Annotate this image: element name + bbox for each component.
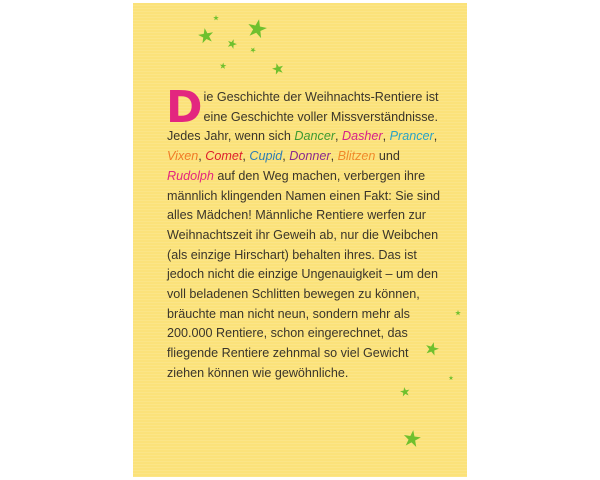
star-icon: [399, 386, 410, 397]
text-segment: ,: [282, 149, 290, 164]
reindeer-comet: Comet: [205, 149, 243, 164]
text-segment: ie Geschichte der Weihnachts-Rentiere ist eine Geschichte voller Missverständnisse. Jedes Jahr, wenn sich: [167, 90, 439, 144]
text-segment: ,: [433, 129, 438, 144]
drop-cap: D: [166, 82, 203, 133]
reindeer-donner: Donner: [289, 149, 331, 164]
reindeer-dasher: Dasher: [342, 129, 383, 144]
text-segment: auf den Weg machen, verbergen ihre männlich klingenden Namen einen Fakt: Sie sind alles Mädchen! Männliche Rentiere werfen zur Weihnachtszeit ihr Geweih ab, nur die Weibchen (als einzige Hirschart) behalten ihres. Das ist jedoch nicht die einzige Ungenauigkeit – um den voll beladenen Schlitten bewegen zu können, bräuchte man nicht neun, sondern mehr als 200.000 Rentiere, schon eingerechnet, das fliegende Rentiere zehnmal so viel Gewicht ziehen können wie gewöhnliche.: [167, 168, 441, 380]
story-paragraph: [166, 82, 449, 384]
star-icon: [246, 17, 268, 39]
reindeer-rudolph: Rudolph: [167, 168, 214, 183]
book-page: [133, 3, 467, 477]
star-icon: [403, 429, 422, 448]
star-icon: [213, 15, 219, 20]
star-icon: [271, 62, 285, 75]
reindeer-cupid: Cupid: [249, 149, 283, 164]
star-icon: [455, 310, 461, 315]
star-icon: [219, 62, 226, 69]
text-segment: und: [375, 149, 400, 164]
reindeer-vixen: Vixen: [167, 149, 199, 164]
text-segment: ,: [382, 129, 390, 144]
reindeer-prancer: Prancer: [389, 129, 434, 144]
text-segment: ,: [330, 149, 338, 164]
star-icon: [197, 27, 214, 44]
reindeer-blitzen: Blitzen: [337, 149, 376, 164]
reindeer-dancer: Dancer: [294, 129, 336, 144]
text-segment: ,: [198, 149, 206, 164]
star-icon: [226, 38, 238, 50]
star-icon: [249, 46, 257, 54]
text-segment: ,: [242, 149, 250, 164]
star-icon: [449, 376, 454, 381]
text-segment: ,: [335, 129, 343, 144]
